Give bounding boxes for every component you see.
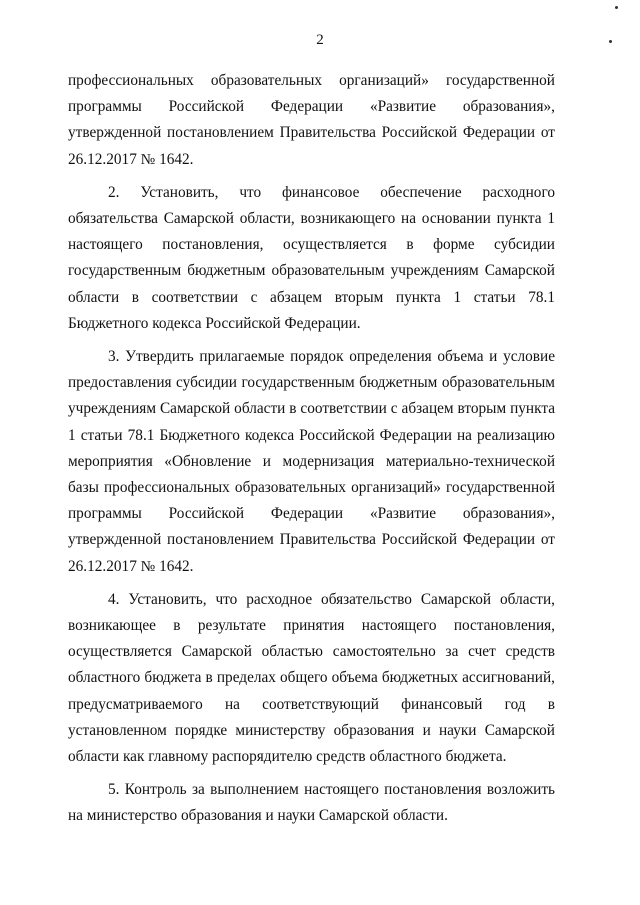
page-number: 2	[316, 32, 324, 48]
paragraph-item-2: 2. Установить, что финансовое обеспечение расходного обязательства Самарской области, возникающего на основании пункта 1 настоящего постановления, осуществляется в форме субсидии государственным бюджетным образовательным учреждениям Самарской области в соответствии с абзацем вторым пункта 1 статьи 78.1 Бюджетного кодекса Российской Федерации.	[68, 183, 555, 332]
paragraph-item-3: 3. Утвердить прилагаемые порядок определения объема и условие предоставления субсидии государственным бюджетным образовательным учреждениям Самарской области в соответствии с абзацем вторым пункта 1 статьи 78.1 Бюджетного кодекса Российской Федерации на реализацию мероприятия «Обновление и модернизация материально-технической базы профессиональных образовательных организаций» государственной программы Российской Федерации «Развитие образования», утвержденной постановлением Правительства Российской Федерации от 26.12.2017 № 1642.	[68, 348, 555, 575]
document-body	[68, 68, 555, 837]
paragraph-item-5: 5. Контроль за выполнением настоящего постановления возложить на министерство образования и науки Самарской области.	[68, 781, 555, 825]
paragraph-continuation: профессиональных образовательных организаций» государственной программы Российской Федерации «Развитие образования», утвержденной постановлением Правительства Российской Федерации от 26.12.2017 № 1642.	[68, 72, 555, 168]
scan-speck	[615, 6, 618, 9]
paragraph-item-4: 4. Установить, что расходное обязательство Самарской области, возникающее в результате принятия настоящего постановления, осуществляется Самарской областью самостоятельно за счет средств областного бюджета в пределах общего объема бюджетных ассигнований, предусматриваемого на соответствующий финансовый год в установленном порядке министерству образования и науки Самарской области как главному распорядителю средств областного бюджета.	[68, 590, 555, 766]
